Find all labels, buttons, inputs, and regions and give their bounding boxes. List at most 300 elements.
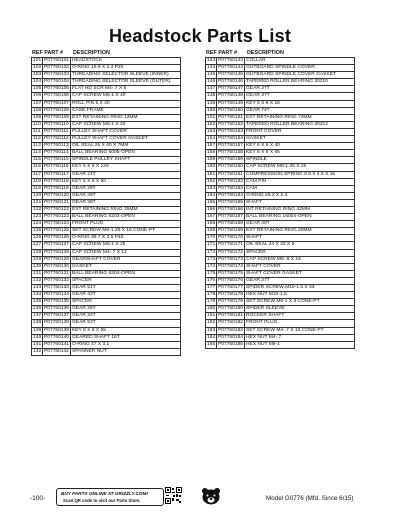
parts-store-badge[interactable] bbox=[56, 488, 164, 506]
ref-number: 134 bbox=[33, 292, 42, 298]
table-row bbox=[206, 292, 355, 299]
ref-number: 144 bbox=[207, 65, 216, 71]
ref-number: 153 bbox=[207, 128, 216, 134]
part-number: P07760113 bbox=[44, 143, 69, 149]
part-description: HEX NUT M10-1.5 bbox=[245, 292, 355, 299]
part-description: FRONT PLUG bbox=[71, 221, 181, 228]
ref-number: 171 bbox=[207, 242, 216, 248]
part-number: P07760146 bbox=[218, 79, 244, 85]
table-row bbox=[32, 128, 181, 135]
table-row bbox=[32, 93, 181, 100]
table-row bbox=[206, 235, 355, 242]
ref-number: 114 bbox=[33, 150, 41, 156]
part-description: GEAR 51T bbox=[71, 285, 181, 292]
ref-number: 176 bbox=[207, 277, 216, 283]
ref-number: 120 bbox=[33, 192, 42, 198]
part-description: CAM bbox=[245, 185, 355, 192]
ref-number: 102 bbox=[33, 65, 42, 71]
part-description: CASE FRAME bbox=[71, 107, 181, 114]
part-description: INT RETAINING RING 42MM bbox=[245, 206, 355, 213]
part-number: P07760104 bbox=[44, 79, 70, 85]
part-number: P07760185 bbox=[218, 341, 244, 347]
ref-number: 161 bbox=[207, 171, 216, 177]
header-ref-part: REF PART # bbox=[206, 50, 238, 56]
table-row bbox=[206, 299, 355, 306]
part-description: GEAR 37T bbox=[245, 277, 355, 284]
parts-table-right bbox=[205, 57, 355, 349]
table-row bbox=[206, 334, 355, 341]
part-number: P07760102 bbox=[44, 65, 70, 71]
table-row bbox=[206, 178, 355, 185]
part-description: SHAFT bbox=[245, 199, 355, 206]
table-row bbox=[206, 121, 355, 128]
part-number: P07760175 bbox=[218, 270, 244, 276]
part-description: SPINDLE PULLEY SHAFT bbox=[71, 157, 181, 164]
part-number: P07760153 bbox=[218, 128, 244, 134]
part-number: P07760123 bbox=[44, 214, 70, 220]
part-number: P07760103 bbox=[44, 72, 70, 78]
part-number: P07760107 bbox=[44, 100, 70, 106]
part-description: PULLEY SHAFT COVER GASKET bbox=[71, 136, 181, 143]
part-description: CAP SCREW M5-.8 X 16 bbox=[245, 256, 355, 263]
part-description: OIL SEAL 24 X 32 X 5 bbox=[245, 242, 355, 249]
part-description: SPINDLE bbox=[245, 157, 355, 164]
part-description: EXT RETAINING RING 72MM bbox=[245, 114, 355, 121]
ref-number: 135 bbox=[33, 299, 42, 305]
part-number: P07760127 bbox=[44, 242, 70, 248]
part-description: GEAR 26T bbox=[71, 306, 181, 313]
table-row bbox=[32, 221, 181, 228]
ref-number: 151 bbox=[207, 114, 216, 120]
part-description: THREADING SELECTOR SLEEVE (INNER) bbox=[71, 72, 181, 79]
part-number: P07760184 bbox=[218, 334, 244, 340]
part-number: P07760161 bbox=[218, 171, 244, 177]
ref-number: 173 bbox=[207, 256, 216, 262]
part-number: P07760137 bbox=[44, 313, 70, 319]
part-number: P07760111 bbox=[43, 128, 71, 135]
table-row bbox=[206, 192, 355, 199]
part-number: P07760154 bbox=[218, 136, 244, 142]
header-description: DESCRIPTION bbox=[73, 50, 110, 56]
part-description: SHAFT COVER GASKET bbox=[245, 270, 355, 277]
ref-number: 159 bbox=[207, 157, 216, 163]
part-number: P07760109 bbox=[44, 114, 70, 120]
table-row bbox=[206, 86, 355, 93]
part-number: P07760144 bbox=[218, 65, 244, 71]
table-row bbox=[32, 341, 181, 348]
part-number: P07760120 bbox=[44, 192, 70, 198]
ref-number: 152 bbox=[207, 121, 216, 127]
table-row bbox=[206, 79, 355, 86]
ref-number: 115 bbox=[33, 157, 41, 163]
ref-number: 112 bbox=[33, 136, 41, 142]
part-number: P07760125 bbox=[44, 228, 70, 234]
part-description: CAM PIN bbox=[245, 178, 355, 185]
part-number: P07760183 bbox=[218, 327, 244, 333]
page-number: -100- bbox=[30, 495, 46, 502]
ref-number: 129 bbox=[33, 256, 42, 262]
table-row bbox=[32, 199, 181, 206]
grizzly-bear-logo-icon bbox=[200, 487, 222, 505]
ref-number: 130 bbox=[33, 263, 42, 269]
part-number: P07760177 bbox=[218, 285, 244, 290]
part-description: GEARED SHAFT 16T bbox=[71, 334, 181, 341]
part-number: P07760140 bbox=[44, 334, 70, 340]
ref-number: 182 bbox=[207, 320, 216, 326]
table-row bbox=[32, 150, 181, 157]
ref-number: 167 bbox=[207, 214, 216, 220]
part-description: SET SCREW M8-1.25 X 16 CONE-PT bbox=[71, 228, 181, 235]
ref-number: 146 bbox=[207, 79, 216, 85]
table-row bbox=[32, 79, 181, 86]
ref-number: 172 bbox=[207, 249, 216, 255]
part-number: P07760147 bbox=[218, 86, 244, 92]
ref-number: 163 bbox=[207, 185, 216, 191]
part-description: FLAT HD SCR M4-.7 X 8 bbox=[71, 86, 181, 93]
table-row bbox=[206, 320, 355, 327]
table-header bbox=[31, 48, 181, 56]
ref-number: 147 bbox=[207, 86, 216, 92]
part-number: P07760135 bbox=[44, 299, 70, 305]
part-number: P07760150 bbox=[218, 107, 244, 113]
ref-number: 143 bbox=[207, 58, 216, 63]
table-row bbox=[32, 107, 181, 114]
ref-number: 113 bbox=[33, 143, 41, 149]
ref-number: 166 bbox=[207, 206, 216, 212]
table-row bbox=[32, 334, 181, 341]
table-row bbox=[32, 143, 181, 150]
part-description: BALL BEARING 6203-OPEN bbox=[71, 214, 181, 221]
table-row bbox=[206, 341, 355, 348]
part-number: P07760166 bbox=[218, 206, 244, 212]
ref-number: 164 bbox=[207, 192, 216, 198]
part-description: FRONT COVER bbox=[245, 128, 355, 135]
part-description: SPACER bbox=[245, 249, 355, 256]
part-description: SHAFT bbox=[245, 235, 355, 242]
part-number: P07760174 bbox=[218, 263, 244, 269]
part-description: O-RING 25.2 X 2.4 bbox=[245, 192, 355, 199]
part-description: HEX NUT M6-1 bbox=[245, 341, 355, 348]
part-number: P07760108 bbox=[44, 107, 70, 113]
part-description: COLLAR bbox=[245, 58, 355, 65]
table-row bbox=[32, 185, 181, 192]
part-number: P07760131 bbox=[44, 270, 70, 276]
part-description: CAP SCREW M4-.7 X 12 bbox=[71, 249, 181, 256]
table-row bbox=[32, 348, 181, 355]
part-number: P07760148 bbox=[218, 93, 244, 99]
part-number: P07760128 bbox=[44, 249, 70, 255]
ref-number: 150 bbox=[207, 107, 216, 113]
part-number: P07760105 bbox=[44, 86, 70, 92]
ref-number: 162 bbox=[207, 178, 216, 184]
part-number: P07760181 bbox=[218, 313, 244, 319]
part-number: P07760152 bbox=[218, 121, 244, 127]
qr-code-icon[interactable] bbox=[165, 487, 182, 504]
part-number: P07760138 bbox=[44, 320, 70, 326]
part-description: SPACER bbox=[71, 299, 181, 306]
ref-number: 127 bbox=[33, 242, 42, 248]
ref-number: 165 bbox=[207, 199, 216, 205]
part-description: EXT RETAINING RING 20MM bbox=[245, 228, 355, 235]
part-number: P07760117 bbox=[44, 171, 69, 177]
ref-number: 108 bbox=[33, 107, 42, 113]
part-description: KEY 6 X 6 X 50 bbox=[71, 178, 181, 185]
ref-number: 122 bbox=[33, 206, 42, 212]
ref-number: 140 bbox=[33, 334, 42, 340]
part-number: P07760126 bbox=[44, 235, 70, 241]
table-row bbox=[206, 72, 355, 79]
ref-number: 123 bbox=[33, 214, 42, 220]
table-row bbox=[32, 164, 181, 171]
part-description: HEADSTOCK bbox=[71, 58, 181, 65]
table-row bbox=[206, 270, 355, 277]
table-row bbox=[206, 100, 355, 107]
table-row bbox=[32, 136, 181, 143]
table-row bbox=[206, 58, 355, 65]
ref-number: 104 bbox=[33, 79, 42, 85]
table-row bbox=[206, 185, 355, 192]
part-number: P07760170 bbox=[218, 235, 244, 241]
part-description: OIL SEAL 25 X 40 X 7MM bbox=[71, 143, 181, 150]
table-row bbox=[206, 327, 355, 334]
part-number: P07760159 bbox=[218, 157, 244, 163]
part-description: CAP SCREW M6-1 X 40 bbox=[71, 93, 181, 100]
part-description: GEAR 38T bbox=[71, 199, 181, 206]
part-number: P07760157 bbox=[218, 143, 244, 149]
table-row bbox=[206, 107, 355, 114]
part-number: P07760101 bbox=[44, 58, 70, 63]
ref-number: 136 bbox=[33, 306, 42, 312]
part-number: P07760160 bbox=[218, 164, 244, 170]
table-row bbox=[32, 313, 181, 320]
part-number: P07760124 bbox=[44, 221, 70, 227]
part-description: SET SCREW M6-1 X 8 CONE-PT bbox=[245, 299, 355, 306]
part-number: P07760122 bbox=[44, 206, 70, 212]
part-number: P07760142 bbox=[44, 348, 70, 354]
ref-number: 154 bbox=[207, 136, 216, 142]
table-row bbox=[32, 320, 181, 327]
table-row bbox=[32, 72, 181, 79]
part-description: HEX NUT M4-.7 bbox=[245, 334, 355, 341]
part-number: P07760132 bbox=[44, 277, 70, 283]
part-number: P07760178 bbox=[218, 292, 244, 298]
table-row bbox=[206, 256, 355, 263]
part-description: O-RING 39.7 X 3.5 P40 bbox=[71, 235, 181, 242]
part-number: P07760136 bbox=[44, 306, 70, 312]
ref-number: 137 bbox=[33, 313, 42, 319]
table-row bbox=[206, 93, 355, 100]
table-row bbox=[32, 114, 181, 121]
ref-number: 106 bbox=[33, 93, 42, 99]
part-number: P07760141 bbox=[44, 341, 70, 347]
part-description: KEY 8 X 8 X 65 bbox=[245, 150, 355, 157]
ref-number: 180 bbox=[207, 306, 216, 312]
ref-number: 103 bbox=[33, 72, 42, 78]
ref-number: 132 bbox=[33, 277, 42, 283]
part-description: SPANNER NUT bbox=[71, 348, 181, 355]
scan-qr-line: Scan QR code to visit our Parts Store. bbox=[63, 498, 141, 503]
header-description: DESCRIPTION bbox=[247, 50, 284, 56]
part-description: EXT RETAINING RING 35MM bbox=[71, 206, 181, 213]
table-row bbox=[32, 100, 181, 107]
part-description: KEY 6 X 6 X 120 bbox=[71, 164, 181, 171]
part-number: P07760116 bbox=[44, 164, 69, 170]
table-row bbox=[206, 206, 355, 213]
part-number: P07760167 bbox=[218, 214, 244, 220]
table-row bbox=[32, 306, 181, 313]
table-row bbox=[206, 313, 355, 320]
ref-number: 177 bbox=[207, 285, 216, 290]
table-row bbox=[32, 292, 181, 299]
ref-number: 184 bbox=[207, 334, 216, 340]
part-number: P07760114 bbox=[44, 150, 69, 156]
part-description: GASKET bbox=[71, 263, 181, 270]
ref-number: 175 bbox=[207, 270, 216, 276]
part-description: THREADING SELECTOR SLEEVE (OUTER) bbox=[71, 79, 181, 86]
part-description: GEARSHAFT COVER bbox=[71, 256, 181, 263]
part-number: P07760115 bbox=[44, 157, 69, 163]
table-row bbox=[206, 164, 355, 171]
table-row bbox=[32, 157, 181, 164]
part-description: O-RING 47 X 3.1 bbox=[71, 341, 181, 348]
parts-column-left bbox=[31, 48, 181, 356]
part-description: O-RING 19.8 X 2.4 P20 bbox=[71, 65, 181, 72]
ref-number: 142 bbox=[33, 348, 42, 354]
table-row bbox=[206, 228, 355, 235]
ref-number: 121 bbox=[33, 199, 42, 205]
table-row bbox=[32, 86, 181, 93]
table-row bbox=[32, 65, 181, 72]
part-description: ROCKER SHAFT bbox=[245, 313, 355, 320]
ref-number: 124 bbox=[33, 221, 42, 227]
table-row bbox=[206, 221, 355, 228]
ref-number: 183 bbox=[207, 327, 216, 333]
part-description: SPACER bbox=[71, 277, 181, 284]
table-row bbox=[206, 199, 355, 206]
table-row bbox=[32, 256, 181, 263]
part-number: P07760164 bbox=[218, 192, 244, 198]
table-row bbox=[206, 157, 355, 164]
part-number: P07760134 bbox=[44, 292, 70, 298]
ref-number: 133 bbox=[33, 285, 42, 290]
ref-number: 139 bbox=[33, 327, 42, 333]
ref-number: 118 bbox=[33, 178, 41, 184]
part-description: GEAR 74T bbox=[245, 107, 355, 114]
ref-number: 126 bbox=[33, 235, 42, 241]
part-description: GEAR 53T bbox=[71, 320, 181, 327]
part-description: GEAR 37T bbox=[245, 86, 355, 93]
part-description: GEAR 34T bbox=[71, 313, 181, 320]
page-title: Headstock Parts List bbox=[108, 26, 292, 46]
part-number: P07760168 bbox=[218, 221, 244, 227]
part-description: KEY 8 X 8 X 55 bbox=[71, 327, 181, 334]
part-number: P07760130 bbox=[44, 263, 70, 269]
ref-number: 181 bbox=[207, 313, 216, 319]
part-description: OUTBOARD SPINDLE COVER bbox=[245, 65, 355, 72]
part-number: P07760151 bbox=[218, 114, 244, 120]
table-row bbox=[32, 206, 181, 213]
table-row bbox=[32, 228, 181, 235]
part-number: P07760169 bbox=[218, 228, 244, 234]
table-row bbox=[32, 235, 181, 242]
table-row bbox=[206, 214, 355, 221]
part-description: BALL BEARING 16004-OPEN bbox=[245, 214, 355, 221]
part-number: P07760165 bbox=[218, 199, 244, 205]
table-row bbox=[32, 285, 181, 292]
part-number: P07760106 bbox=[44, 93, 70, 99]
part-description: GEAR 46T bbox=[71, 192, 181, 199]
table-row bbox=[32, 327, 181, 334]
table-row bbox=[206, 263, 355, 270]
ref-number: 160 bbox=[207, 164, 216, 170]
ref-number: 179 bbox=[207, 299, 216, 305]
ref-number: 105 bbox=[33, 86, 42, 92]
part-number: P07760145 bbox=[218, 72, 244, 78]
ref-number: 110 bbox=[33, 121, 41, 127]
table-row bbox=[32, 242, 181, 249]
part-description: GASKET bbox=[245, 136, 355, 143]
parts-column-right bbox=[205, 48, 355, 349]
table-row bbox=[206, 285, 355, 292]
part-number: P07760121 bbox=[44, 199, 70, 205]
ref-number: 119 bbox=[33, 185, 41, 191]
ref-number: 131 bbox=[33, 270, 42, 276]
part-number: P07760139 bbox=[44, 327, 70, 333]
ref-number: 116 bbox=[33, 164, 41, 170]
table-row bbox=[206, 150, 355, 157]
ref-number: 178 bbox=[207, 292, 216, 298]
table-row bbox=[206, 171, 355, 178]
part-number: P07760173 bbox=[218, 256, 244, 262]
part-number: P07760172 bbox=[218, 249, 244, 255]
part-description: CAP SCREW M6-1 X 20 bbox=[71, 121, 181, 128]
part-description: COMPRESSION SPRING 0.8 X 4.5 X 16 bbox=[245, 171, 355, 178]
table-row bbox=[206, 143, 355, 150]
table-row bbox=[206, 114, 355, 121]
table-row bbox=[32, 277, 181, 284]
part-description: KEY 6 X 6 X 40 bbox=[245, 143, 355, 150]
part-number: P07760129 bbox=[44, 256, 70, 262]
part-number: P07760182 bbox=[218, 320, 244, 326]
table-row bbox=[206, 65, 355, 72]
table-row bbox=[32, 249, 181, 256]
ref-number: 168 bbox=[207, 221, 216, 227]
part-description: KEY 8 X 8 X 18 bbox=[245, 100, 355, 107]
part-number: P07760163 bbox=[218, 185, 244, 191]
ref-number: 138 bbox=[33, 320, 42, 326]
table-row bbox=[206, 277, 355, 284]
ref-number: 148 bbox=[207, 93, 216, 99]
ref-number: 141 bbox=[33, 341, 42, 347]
part-description: CAP SCREW M8-1.25 X 16 bbox=[245, 164, 355, 171]
table-row bbox=[32, 263, 181, 270]
part-number: P07760179 bbox=[218, 299, 244, 305]
table-row bbox=[206, 306, 355, 313]
part-number: P07760158 bbox=[218, 150, 244, 156]
part-description: EXT RETAINING RING 12MM bbox=[71, 114, 181, 121]
part-description: ROLL PIN 5 X 40 bbox=[71, 100, 181, 107]
part-number: P07760119 bbox=[44, 185, 69, 191]
part-number: P07760133 bbox=[44, 285, 70, 290]
part-number: P07760118 bbox=[44, 178, 69, 184]
part-description: SPIDER SCREW M10-1.5 X 33 bbox=[245, 285, 355, 292]
header-ref-part: REF PART # bbox=[32, 50, 64, 56]
part-description: SET SCREW M4-.7 X 10 CONE-PT bbox=[245, 327, 355, 334]
part-description: SHAFT COVER bbox=[245, 263, 355, 270]
table-header bbox=[205, 48, 355, 56]
table-row bbox=[32, 299, 181, 306]
part-description: GEAR 21T bbox=[71, 171, 181, 178]
